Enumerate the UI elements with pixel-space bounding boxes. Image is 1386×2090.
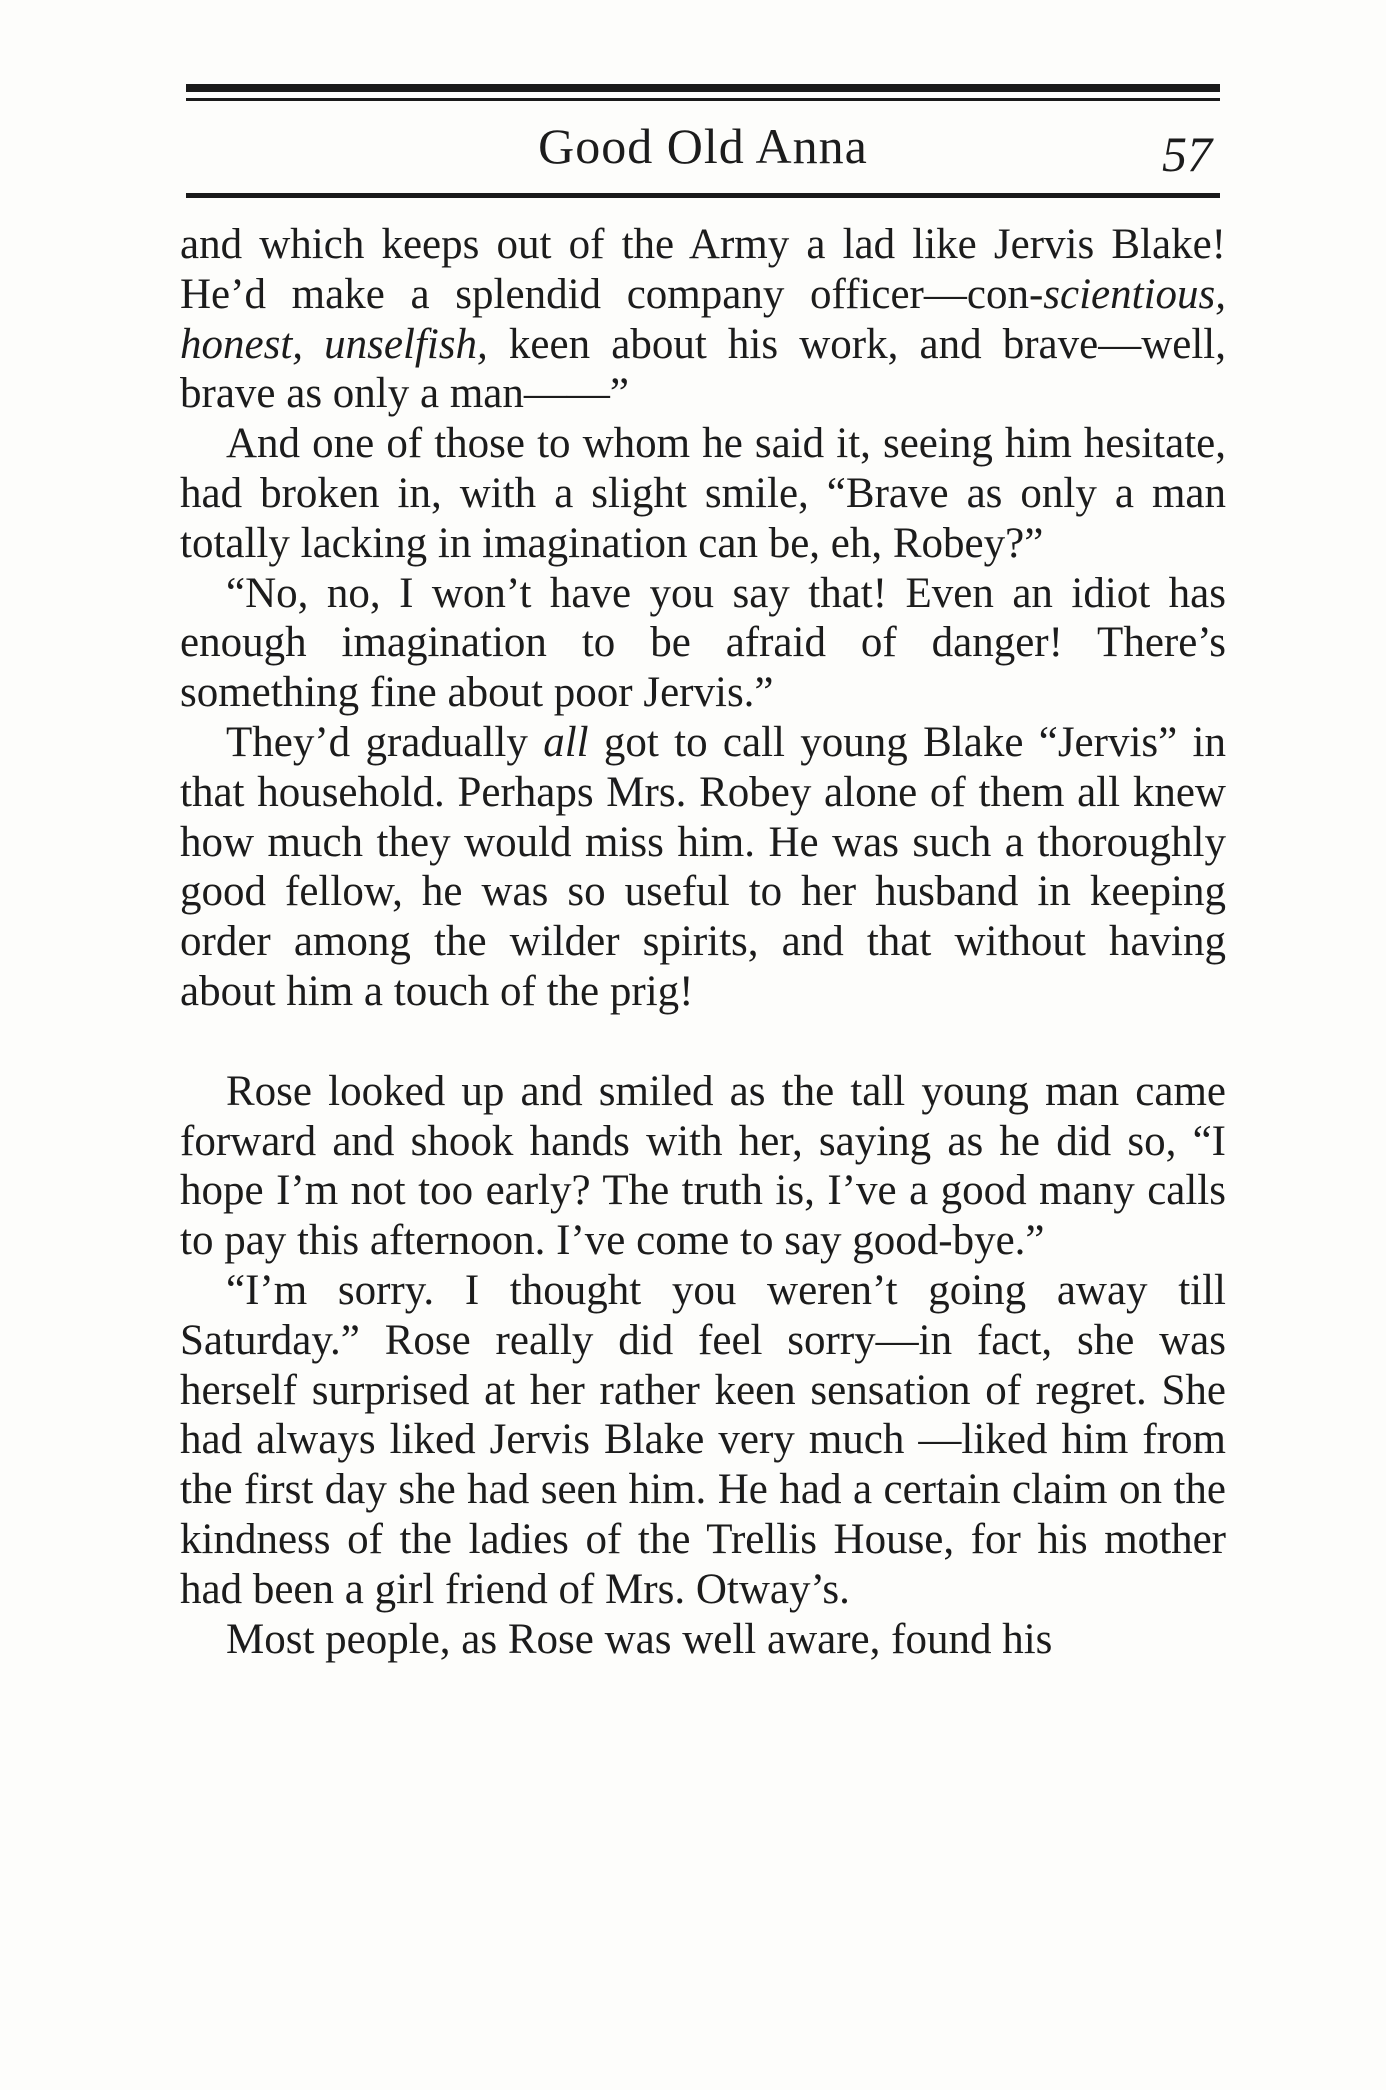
paragraph-2: And one of those to whom he said it, seeing him hesitate, had broken in, with a slight smile, “Brave as only a man totally lacking in imagination can be, eh, Robey?” [180, 420, 1226, 567]
paragraph-1 [180, 220, 1226, 419]
paragraph-1-part-3: keen about his work, and brave—well, brave as only a man——” [180, 320, 1226, 418]
paragraph-1-part-1: and which keeps out of the Army a lad like Jervis Blake! He’d make a splendid company officer—con- [180, 221, 1226, 318]
paragraph-4 [180, 718, 1226, 1017]
paragraph-4-part-1: They’d gradually [226, 718, 544, 766]
top-double-rule-thin [186, 98, 1220, 101]
body-text [180, 220, 1226, 1664]
paragraph-1-italic-words: scientious, honest, unselfish, [180, 270, 1226, 368]
paragraph-7: Most people, as Rose was well aware, found his [226, 1615, 1053, 1663]
running-title: Good Old Anna [538, 118, 868, 174]
paragraph-6: “I’m sorry. I thought you weren’t going away till Saturday.” Rose really did feel sorry—in fact, she was herself surprised at her rather keen sensation of regret. She had always liked Jervis Blake very much —liked him from the first day she had seen him. He had a certain claim on the kindness of the ladies of the Trellis House, for his mother had been a girl friend of Mrs. Otway’s. [180, 1266, 1226, 1613]
section-break [180, 1017, 1226, 1067]
paragraph-4-part-3: got to call young Blake “Jervis” in that household. Perhaps Mrs. Robey alone of them all knew how much they would miss him. He was such a thoroughly good fellow, he was so useful to her husband in keeping order among the wilder spirits, and that without having about him a touch of the prig! [180, 718, 1226, 1015]
paragraph-5: Rose looked up and smiled as the tall young man came forward and shook hands with her, saying as he did so, “I hope I’m not too early? The truth is, I’ve a good many calls to pay this afternoon. I’ve come to say good-bye.” [180, 1067, 1226, 1265]
running-header [186, 108, 1220, 190]
top-double-rule-thick [186, 84, 1220, 92]
paragraph-3: “No, no, I won’t have you say that! Even an idiot has enough imagination to be afraid of danger! There’s something fine about poor Jervis.” [180, 569, 1226, 717]
paragraph-4-italic-word: all [543, 718, 589, 766]
header-rule [186, 193, 1220, 198]
page-number: 57 [1162, 126, 1212, 182]
